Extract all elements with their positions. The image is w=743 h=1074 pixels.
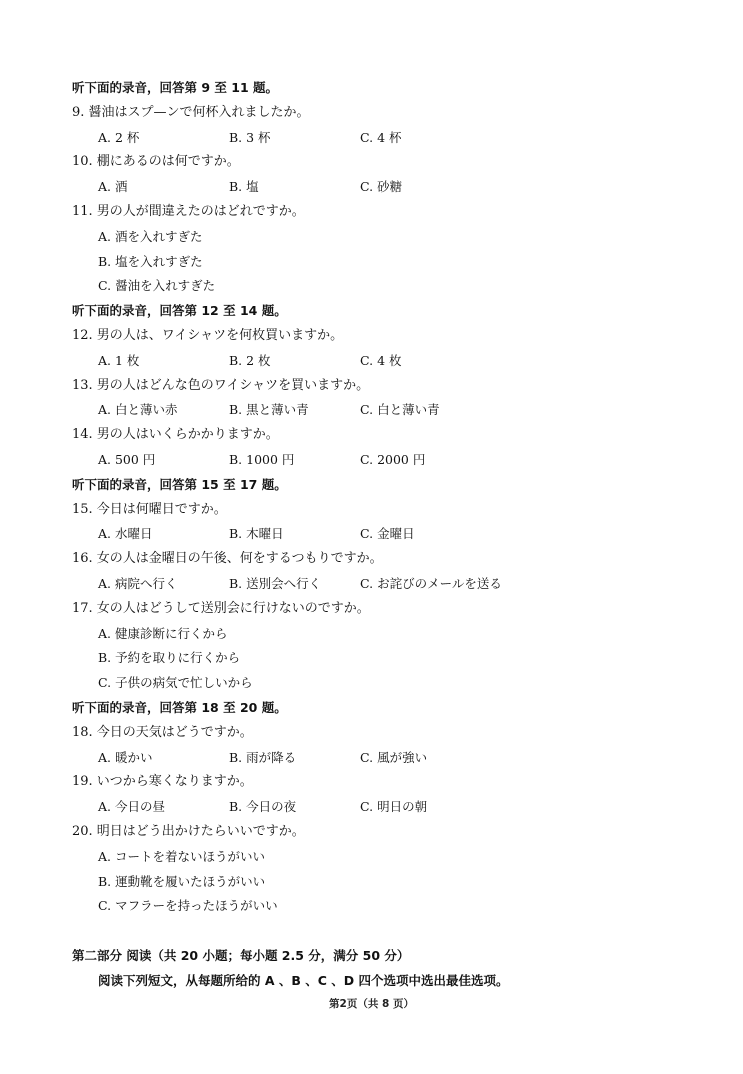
option-c: C. 醤油を入れすぎた bbox=[98, 278, 216, 294]
option-b: B. 予約を取りに行くから bbox=[98, 650, 241, 666]
option-b: B. 1000 円 bbox=[229, 451, 295, 467]
question-17: 17. 女の人はどうして送別会に行けないのですか。 bbox=[72, 600, 370, 616]
question-11: 11. 男の人が間違えたのはどれですか。 bbox=[72, 203, 305, 219]
options-row-14 bbox=[72, 448, 692, 473]
option-b: B. 塩を入れすぎた bbox=[98, 253, 203, 269]
option-c: C. 金曜日 bbox=[360, 526, 415, 542]
option-c: C. 2000 円 bbox=[360, 451, 426, 467]
option-b: B. 運動靴を履いたほうがいい bbox=[98, 873, 266, 889]
option-a: A. 1 枚 bbox=[98, 352, 140, 368]
option-a: A. 500 円 bbox=[98, 451, 156, 467]
option-a: A. 暖かい bbox=[98, 749, 153, 765]
option-a: A. コートを着ないほうがいい bbox=[98, 848, 265, 864]
option-a: A. 病院へ行く bbox=[98, 575, 178, 591]
page-footer: 第2页（共 8 页） bbox=[329, 998, 414, 1010]
question-20: 20. 明日はどう出かけたらいいですか。 bbox=[72, 823, 305, 839]
option-a: A. 酒を入れすぎた bbox=[98, 228, 203, 244]
option-b: B. 木曜日 bbox=[229, 526, 284, 542]
option-a: A. 今日の昼 bbox=[98, 799, 165, 815]
option-c: C. 砂糖 bbox=[360, 179, 403, 195]
question-18: 18. 今日の天気はどうですか。 bbox=[72, 724, 253, 740]
question-9: 9. 醤油はスプ—ンで何杯入れましたか。 bbox=[72, 104, 310, 120]
option-b: B. 黒と薄い青 bbox=[229, 402, 309, 418]
option-a: A. 酒 bbox=[98, 179, 128, 195]
options-row-13 bbox=[72, 398, 692, 423]
option-c: C. 明日の朝 bbox=[360, 799, 428, 815]
options-row-18 bbox=[72, 746, 692, 771]
section-instruction: 听下面的录音，回答第 18 至 20 题。 bbox=[72, 699, 287, 715]
option-b: B. 2 枚 bbox=[229, 352, 271, 368]
options-row-12 bbox=[72, 349, 692, 374]
option-b: B. 雨が降る bbox=[229, 749, 297, 765]
option-b: B. 塩 bbox=[229, 179, 259, 195]
option-a: A. 健康診断に行くから bbox=[98, 625, 228, 641]
section-instruction: 听下面的录音，回答第 15 至 17 题。 bbox=[72, 476, 287, 492]
question-13: 13. 男の人はどんな色のワイシャツを買いますか。 bbox=[72, 377, 370, 393]
part-two-instruction: 阅读下列短文，从每题所给的 A 、B 、C 、D 四个选项中选出最佳选项。 bbox=[98, 973, 509, 989]
options-row-15 bbox=[72, 522, 692, 547]
option-c: C. お詫びのメールを送る bbox=[360, 575, 502, 591]
section-spacer bbox=[72, 919, 692, 943]
option-c: C. 白と薄い青 bbox=[360, 402, 440, 418]
question-14: 14. 男の人はいくらかかりますか。 bbox=[72, 427, 279, 443]
section-instruction: 听下面的录音，回答第 9 至 11 题。 bbox=[72, 80, 279, 95]
option-c: C. 風が強い bbox=[360, 749, 428, 765]
option-b: B. 送別会へ行く bbox=[229, 575, 322, 591]
question-19: 19. いつから寒くなりますか。 bbox=[72, 774, 253, 790]
option-b: B. 3 杯 bbox=[229, 129, 271, 145]
option-c: C. マフラーを持ったほうがいい bbox=[98, 898, 278, 914]
listening-content bbox=[72, 76, 692, 993]
option-a: A. 白と薄い赤 bbox=[98, 402, 178, 418]
option-c: C. 子供の病気で忙しいから bbox=[98, 675, 253, 691]
options-row-9 bbox=[72, 126, 692, 151]
option-c: C. 4 杯 bbox=[360, 129, 402, 145]
option-a: A. 水曜日 bbox=[98, 526, 153, 542]
option-c: C. 4 枚 bbox=[360, 352, 402, 368]
question-16: 16. 女の人は金曜日の午後、何をするつもりですか。 bbox=[72, 551, 383, 567]
question-12: 12. 男の人は、ワイシャツを何枚買いますか。 bbox=[72, 327, 344, 343]
question-15: 15. 今日は何曜日ですか。 bbox=[72, 501, 227, 517]
option-a: A. 2 杯 bbox=[98, 129, 140, 145]
option-b: B. 今日の夜 bbox=[229, 799, 297, 815]
question-10: 10. 棚にあるのは何ですか。 bbox=[72, 154, 240, 170]
section-instruction: 听下面的录音，回答第 12 至 14 题。 bbox=[72, 303, 287, 319]
options-row-10 bbox=[72, 175, 692, 200]
options-row-16 bbox=[72, 572, 692, 597]
part-two-title: 第二部分 阅读（共 20 小题；每小题 2.5 分，满分 50 分） bbox=[72, 948, 410, 964]
options-row-19 bbox=[72, 795, 692, 820]
